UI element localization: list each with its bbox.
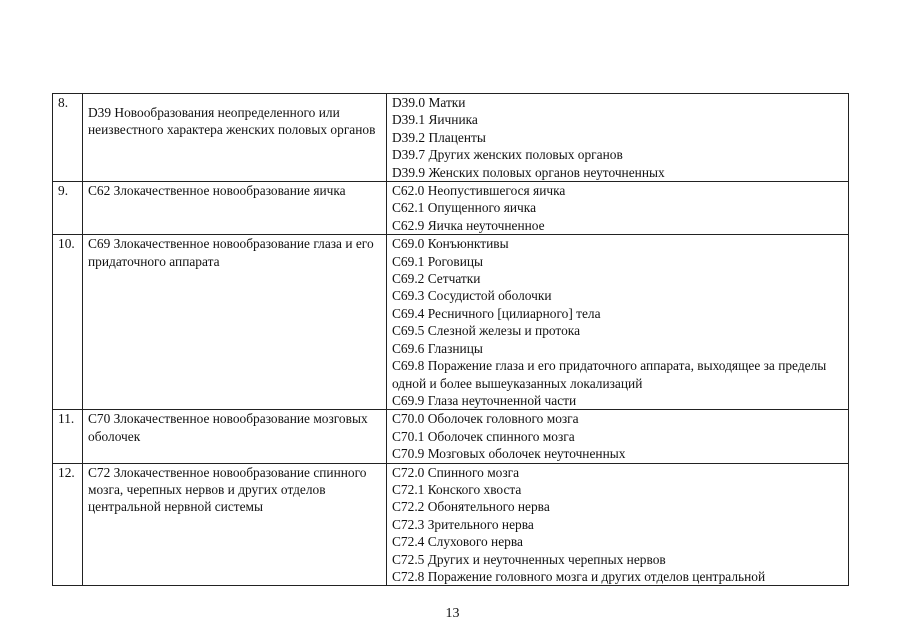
subcode-item: С70.1 Оболочек спинного мозга <box>392 428 575 444</box>
subcode-item: С70.0 Оболочек головного мозга <box>392 411 579 427</box>
subcode-item: С69.5 Слезной железы и протока <box>392 323 581 339</box>
diagnosis-group-name: С70 Злокачественное новообразование мозговых оболочек <box>83 410 387 463</box>
subcode-item: С72.1 Конского хвоста <box>392 481 522 497</box>
subcode-item: С72.3 Зрительного нерва <box>392 516 534 532</box>
subcode-item: D39.7 Других женских половых органов <box>392 147 623 163</box>
diagnosis-group-name: С72 Злокачественное новообразование спинного мозга, черепных нервов и других отделов центральной нервной системы <box>83 463 387 586</box>
subcode-list <box>387 463 849 586</box>
diagnosis-group-name: С62 Злокачественное новообразование яичка <box>83 182 387 235</box>
subcode-item: С69.4 Ресничного [цилиарного] тела <box>392 305 601 321</box>
subcode-list <box>387 182 849 235</box>
subcode-item: С69.1 Роговицы <box>392 253 484 269</box>
subcode-item: С72.5 Других и неуточненных черепных нервов <box>392 551 666 567</box>
row-number: 10. <box>53 235 83 410</box>
subcode-item: С72.2 Обонятельного нерва <box>392 499 550 515</box>
subcode-item: D39.1 Яичника <box>392 112 478 128</box>
table-row <box>53 235 849 410</box>
subcode-item: С69.0 Конъюнктивы <box>392 236 509 252</box>
subcode-item: С72.0 Спинного мозга <box>392 464 520 480</box>
table-row <box>53 463 849 586</box>
subcode-item: С62.1 Опущенного яичка <box>392 200 537 216</box>
diagnosis-group-name <box>83 94 387 182</box>
subcode-item: С69.6 Глазницы <box>392 340 483 356</box>
diagnosis-code-table <box>52 93 849 586</box>
subcode-item: D39.9 Женских половых органов неуточненных <box>392 164 665 180</box>
subcode-item: D39.0 Матки <box>392 95 466 110</box>
page-number: 13 <box>445 606 460 621</box>
subcode-item: С69.2 Сетчатки <box>392 271 481 287</box>
row-number: 9. <box>53 182 83 235</box>
row-number: 8. <box>53 94 83 182</box>
table-row <box>53 410 849 463</box>
subcode-list <box>387 235 849 410</box>
subcode-item: С69.3 Сосудистой оболочки <box>392 288 552 304</box>
subcode-item: С69.9 Глаза неуточненной части <box>392 392 577 408</box>
row-number: 11. <box>53 410 83 463</box>
subcode-item: С62.9 Яичка неуточненное <box>392 217 545 233</box>
table-row <box>53 94 849 182</box>
subcode-item: С69.8 Поражение глаза и его придаточного аппарата, выходящее за пределы одной и более вышеуказанных локализаций <box>392 358 827 391</box>
subcode-item: D39.2 Плаценты <box>392 129 486 145</box>
subcode-item: С70.9 Мозговых оболочек неуточненных <box>392 446 626 462</box>
diagnosis-group-text: D39 Новообразования неопределенного или неизвестного характера женских половых органов <box>88 105 376 138</box>
subcode-item: С72.4 Слухового нерва <box>392 534 523 550</box>
row-number: 12. <box>53 463 83 586</box>
subcode-item: С72.8 Поражение головного мозга и других отделов центральной <box>392 568 766 584</box>
diagnosis-group-name: С69 Злокачественное новообразование глаза и его придаточного аппарата <box>83 235 387 410</box>
subcode-list <box>387 410 849 463</box>
table-row <box>53 182 849 235</box>
subcode-list <box>387 94 849 182</box>
subcode-item: С62.0 Неопустившегося яичка <box>392 183 566 199</box>
